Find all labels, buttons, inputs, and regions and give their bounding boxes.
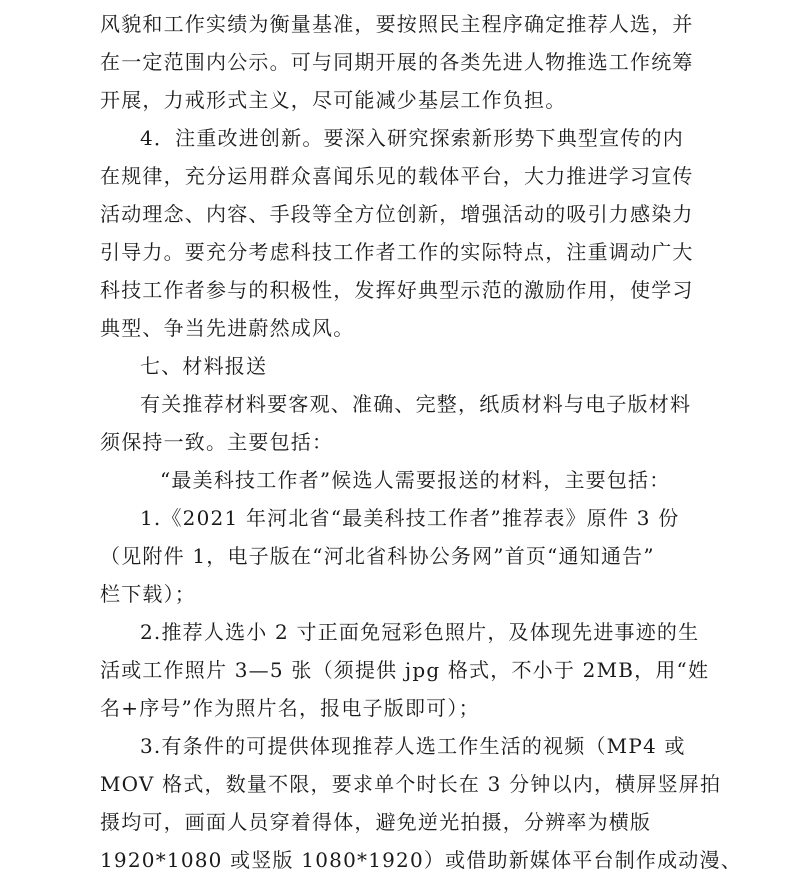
paragraph-line: 风貌和工作实绩为衡量基准，要按照民主程序确定推荐人选，并 <box>100 12 694 36</box>
paragraph-line: 有关推荐材料要客观、准确、完整，纸质材料与电子版材料 <box>140 392 692 416</box>
paragraph-line: 须保持一致。主要包括： <box>100 430 334 454</box>
paragraph-line: 科技工作者参与的积极性，发挥好典型示范的激励作用，使学习 <box>100 278 694 302</box>
section-item-4-heading: 4．注重改进创新。要深入研究探索新形势下典型宣传的内 <box>140 126 684 150</box>
paragraph-line: 活或工作照片 3—5 张（须提供 jpg 格式，不小于 2MB，用“姓 <box>100 658 710 682</box>
section-heading-materials: 七、材料报送 <box>140 354 268 378</box>
paragraph-line: 1920*1080 或竖版 1080*1920）或借助新媒体平台制作成动漫、 <box>100 848 742 872</box>
list-item-3: 3.有条件的可提供体现推荐人选工作生活的视频（MP4 或 <box>140 734 686 758</box>
list-item-2: 2.推荐人选小 2 寸正面免冠彩色照片，及体现先进事迹的生 <box>140 620 700 644</box>
paragraph-line: 在规律，充分运用群众喜闻乐见的载体平台，大力推进学习宣传 <box>100 164 694 188</box>
candidate-materials-intro: “最美科技工作者”候选人需要报送的材料，主要包括： <box>160 468 671 492</box>
paragraph-line: 在一定范围内公示。可与同期开展的各类先进人物推选工作统筹 <box>100 50 694 74</box>
paragraph-line: 栏下载）； <box>100 582 196 606</box>
paragraph-line: 名+序号”作为照片名，报电子版即可）； <box>100 696 480 720</box>
paragraph-line: 开展，力戒形式主义，尽可能减少基层工作负担。 <box>100 88 567 112</box>
paragraph-line: （见附件 1，电子版在“河北省科协公务网”首页“通知通告” <box>100 544 655 568</box>
list-item-1: 1.《2021 年河北省“最美科技工作者”推荐表》原件 3 份 <box>140 506 680 530</box>
paragraph-line: 典型、争当先进蔚然成风。 <box>100 316 355 340</box>
paragraph-line: 摄均可，画面人员穿着得体，避免逆光拍摄，分辨率为横版 <box>100 810 652 834</box>
paragraph-line: 引导力。要充分考虑科技工作者工作的实际特点，注重调动广大 <box>100 240 694 264</box>
paragraph-line: MOV 格式，数量不限，要求单个时长在 3 分钟以内，横屏竖屏拍 <box>100 772 722 796</box>
paragraph-line: 活动理念、内容、手段等全方位创新，增强活动的吸引力感染力 <box>100 202 694 226</box>
